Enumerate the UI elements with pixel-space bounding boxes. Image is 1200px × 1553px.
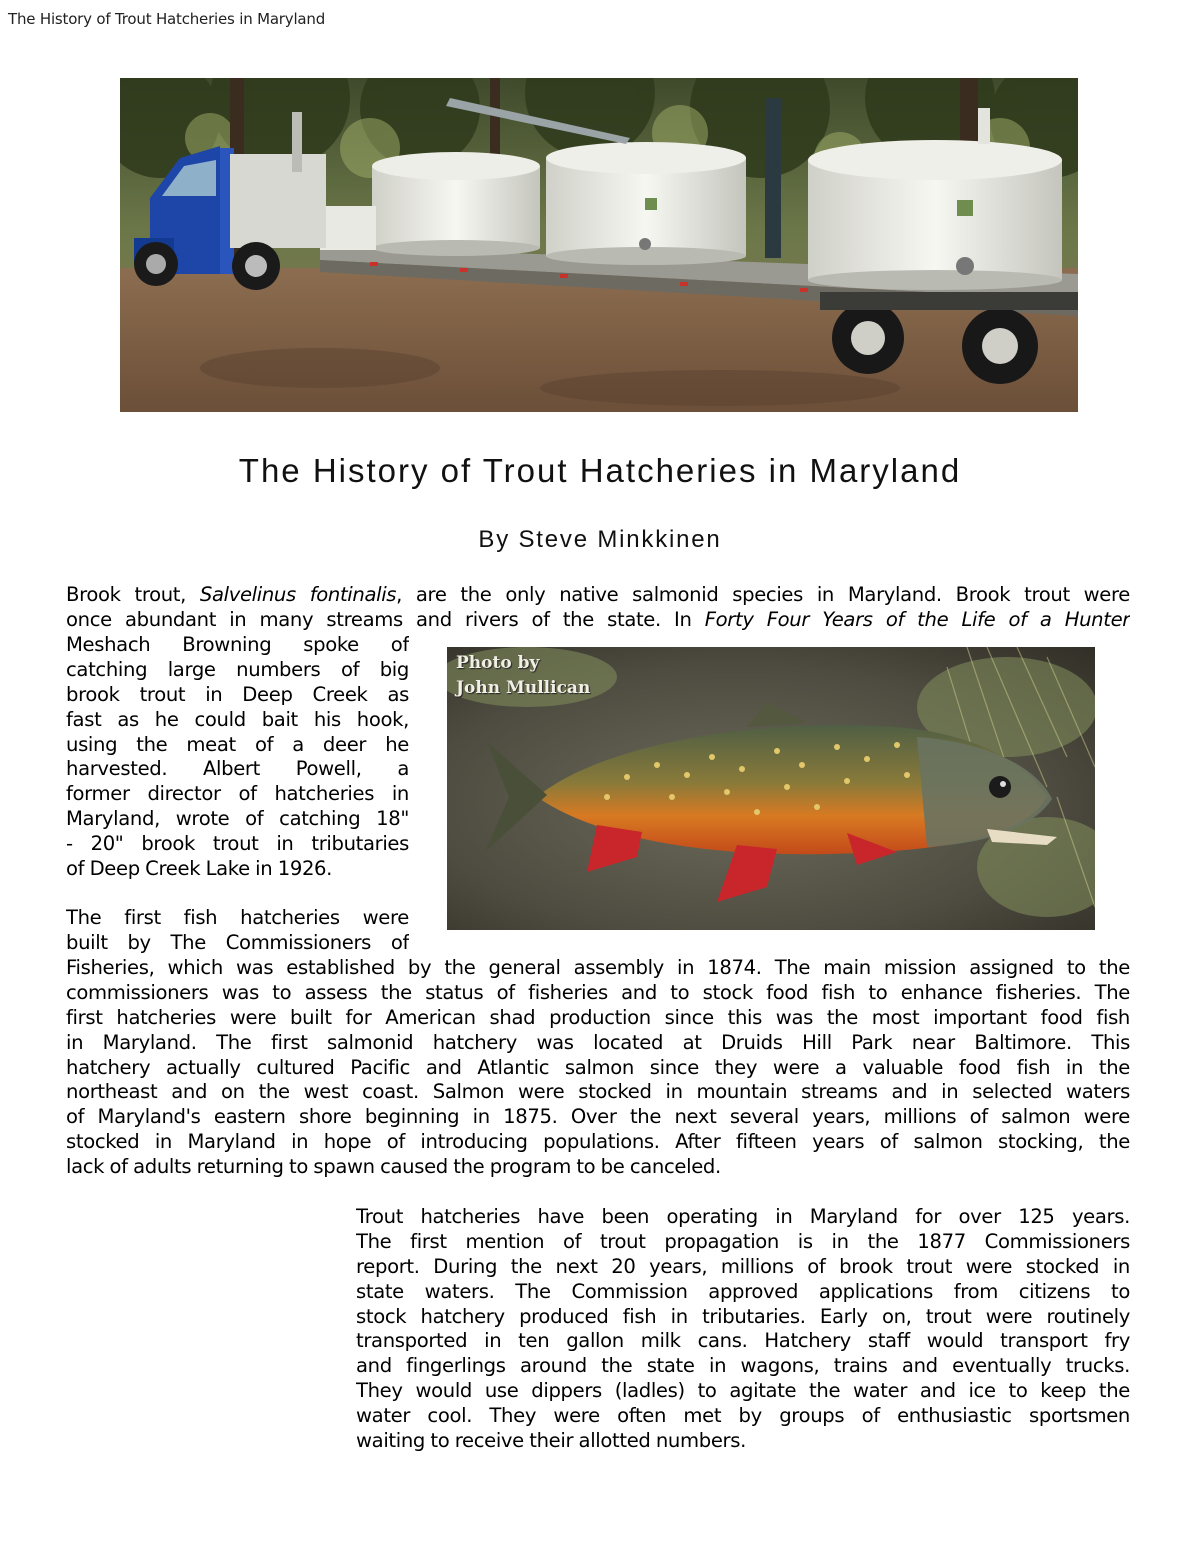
hero-photo: [120, 78, 1078, 412]
text-line: They would use dippers (ladles) to agitate the water and ice to keep the: [356, 1379, 1130, 1403]
photo-caption: [456, 651, 590, 701]
text-line: brook trout in Deep Creek as: [66, 682, 409, 706]
text-line: - 20" brook trout in tributaries: [66, 832, 409, 856]
text-line: lack of adults returning to spawn caused the program to be canceled.: [66, 1155, 721, 1179]
text-line: and fingerlings around the state in wagons, trains and eventually trucks.: [356, 1354, 1130, 1378]
text-line: commissioners was to assess the status of fisheries and to stock food fish to enhance fisheries. The: [66, 980, 1130, 1004]
text-line: Maryland, wrote of catching 18": [66, 807, 409, 831]
intro-paragraph: [66, 583, 1130, 633]
running-header: The History of Trout Hatcheries in Maryland: [8, 10, 326, 28]
text-line: hatchery actually cultured Pacific and Atlantic salmon since they were a valuable food fish in the: [66, 1055, 1130, 1079]
intro-line: Brook trout, Salvelinus fontinalis, are the only native salmonid species in Maryland. Brook trout were: [66, 583, 1130, 606]
text-line: catching large numbers of big: [66, 657, 409, 681]
text-line: former director of hatcheries in: [66, 782, 409, 806]
intro-line: once abundant in many streams and rivers of the state. In Forty Four Years of the Life of a Hunter: [66, 607, 1130, 631]
text-line: of Maryland's eastern shore beginning in 1875. Over the next several years, millions of salmon were: [66, 1105, 1130, 1129]
text-line: Fisheries, which was established by the general assembly in 1874. The main mission assigned to the: [66, 956, 1130, 979]
text-line: of Deep Creek Lake in 1926.: [66, 857, 333, 881]
text-line: stock hatchery produced fish in tributaries. Early on, trout were routinely: [356, 1304, 1130, 1328]
text-line: Meshach Browning spoke of: [66, 633, 409, 656]
text-line: The first mention of trout propagation is in the 1877 Commissioners: [356, 1229, 1130, 1253]
text-line: The first fish hatcheries were: [66, 906, 409, 929]
text-line: waiting to receive their allotted numbers.: [356, 1429, 746, 1453]
full-paragraph: [66, 956, 1130, 1180]
photo-caption-line: John Mullican: [456, 678, 591, 698]
second-section-paragraph: [356, 1205, 1130, 1454]
text-line: stocked in Maryland in hope of introducing populations. After fifteen years of salmon stocking, the: [66, 1130, 1130, 1154]
text-line: using the meat of a deer he: [66, 732, 409, 756]
text-line: transported in ten gallon milk cans. Hatchery staff would transport fry: [356, 1329, 1130, 1353]
text-line: fast as he could bait his hook,: [66, 707, 409, 731]
article-title: The History of Trout Hatcheries in Maryland: [238, 452, 962, 489]
photo-caption-line: Photo by: [456, 653, 540, 673]
text-line: state waters. The Commission approved applications from citizens to: [356, 1279, 1130, 1303]
text-line: harvested. Albert Powell, a: [66, 757, 409, 781]
text-line: first hatcheries were built for American shad production since this was the most important food fish: [66, 1005, 1130, 1029]
wrap-paragraph-2: [66, 906, 409, 956]
truck-with-hatchery-tanks-icon: [120, 78, 1078, 412]
wrap-paragraph-1: [66, 633, 409, 882]
text-line: northeast and on the west coast. Salmon were stocked in mountain streams and in selected waters: [66, 1080, 1130, 1104]
text-line: water cool. They were often met by groups of enthusiastic sportsmen: [356, 1404, 1130, 1428]
text-line: built by The Commissioners of: [66, 930, 409, 954]
text-line: Trout hatcheries have been operating in Maryland for over 125 years.: [356, 1205, 1130, 1228]
fish-photo: [447, 647, 1095, 930]
byline: By Steve Minkkinen: [478, 526, 722, 553]
text-line: in Maryland. The first salmonid hatchery was located at Druids Hill Park near Baltimore. This: [66, 1030, 1130, 1054]
text-line: report. During the next 20 years, millions of brook trout were stocked in: [356, 1254, 1130, 1278]
